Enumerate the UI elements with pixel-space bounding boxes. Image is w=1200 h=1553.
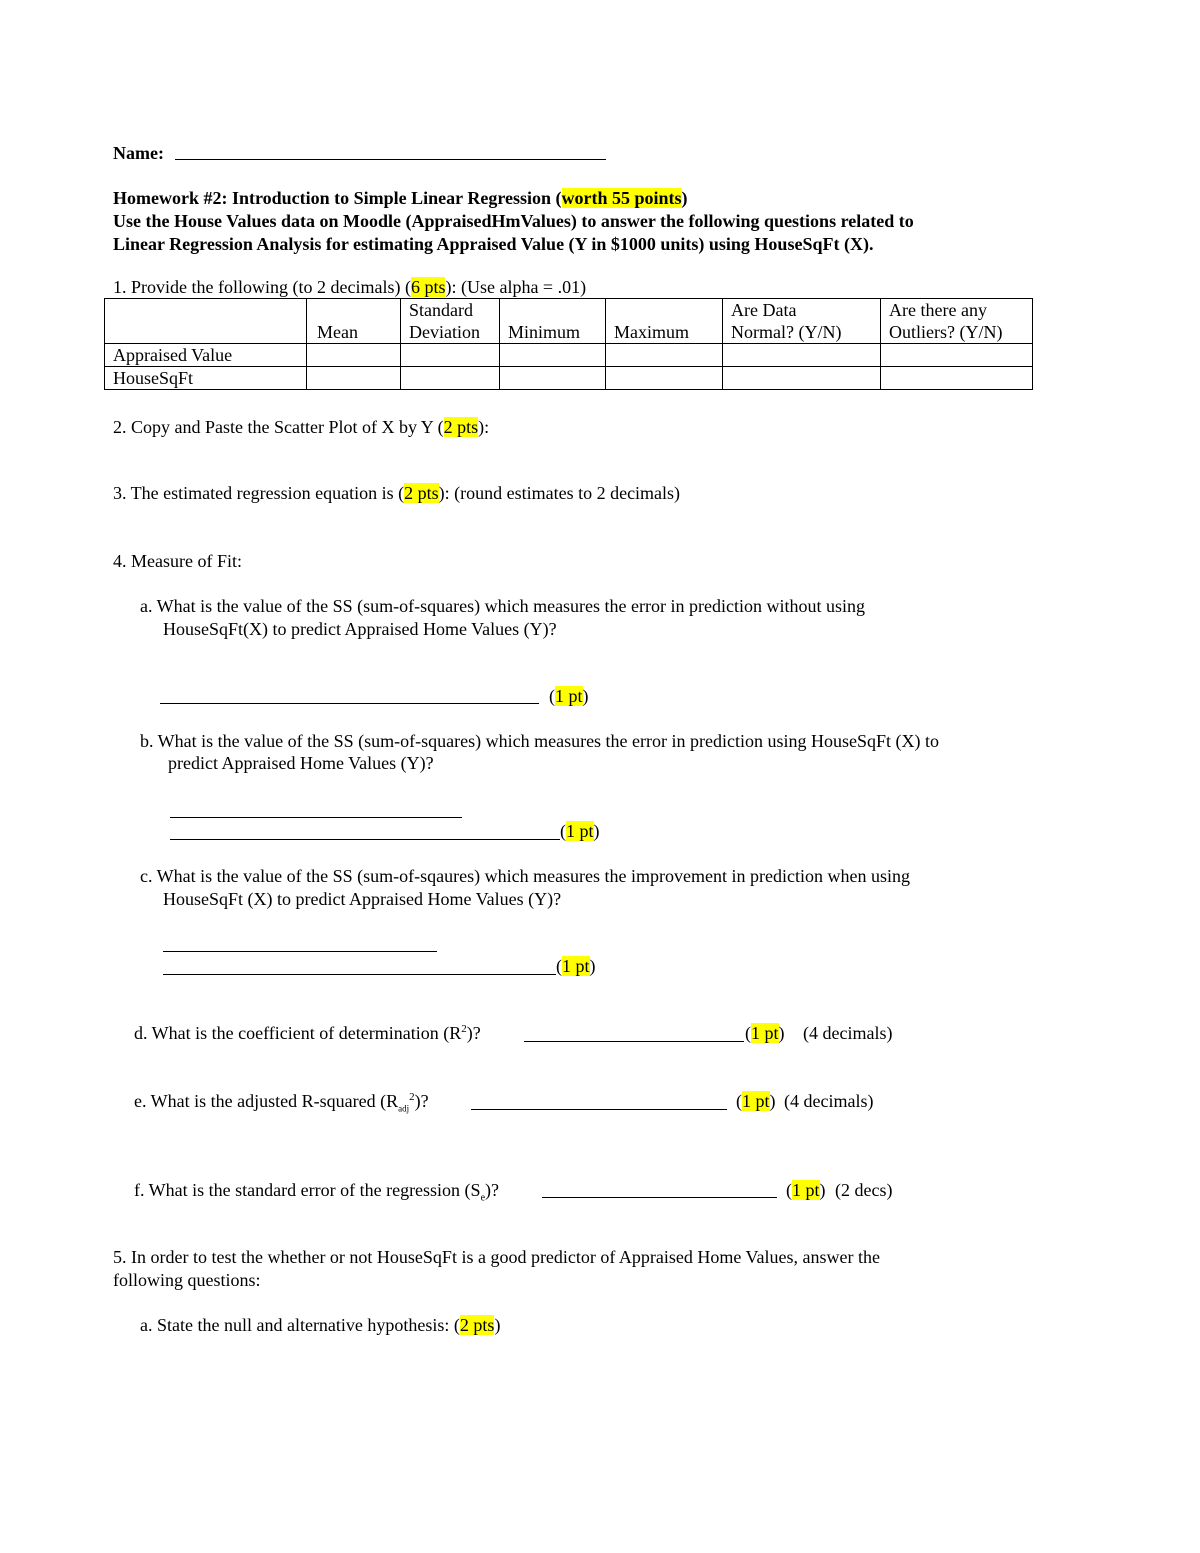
header-mean-line2: Mean bbox=[317, 322, 358, 342]
q4c-points bbox=[556, 955, 596, 977]
instructions-line-2: Linear Regression Analysis for estimating Appraised Value (Y in $1000 units) using HouseSqFt (X). bbox=[113, 234, 874, 254]
q3-prompt bbox=[113, 482, 680, 504]
q4a-line-2: HouseSqFt(X) to predict Appraised Home Values (Y)? bbox=[163, 619, 557, 639]
q4f-sub: e bbox=[480, 1192, 486, 1204]
q4a-close: ) bbox=[582, 686, 589, 706]
q4b-pts: 1 pt bbox=[566, 821, 594, 841]
q4d-close: ) bbox=[778, 1023, 785, 1043]
q4f-pts: 1 pt bbox=[792, 1180, 820, 1200]
q4b-line-1: b. What is the value of the SS (sum-of-squares) which measures the error in prediction using HouseSqFt (X) to bbox=[140, 731, 940, 751]
q4a-line-1: a. What is the value of the SS (sum-of-squares) which measures the error in prediction without using bbox=[140, 596, 865, 616]
q4c-pts: 1 pt bbox=[562, 956, 590, 976]
header-max-line2: Maximum bbox=[614, 322, 689, 342]
q4e-pts: 1 pt bbox=[742, 1091, 770, 1111]
q3-points: 2 pts bbox=[404, 483, 439, 503]
name-label: Name: bbox=[113, 143, 164, 163]
q4f-suffix: )? bbox=[485, 1180, 499, 1200]
q4e-points bbox=[736, 1090, 776, 1112]
header-outliers-line2: Outliers? (Y/N) bbox=[889, 322, 1003, 342]
q4b-answer-field-2[interactable] bbox=[170, 839, 560, 840]
q4e-prefix: e. What is the adjusted R-squared (R bbox=[134, 1091, 399, 1111]
row-label: Appraised Value bbox=[105, 344, 307, 367]
title-points: worth 55 points bbox=[561, 188, 682, 208]
header-min-line2: Minimum bbox=[508, 322, 581, 342]
header-normal-line1: Are Data bbox=[731, 300, 797, 320]
q4d-note: (4 decimals) bbox=[803, 1023, 893, 1043]
q4c-close: ) bbox=[589, 956, 596, 976]
q4c-line-1: c. What is the value of the SS (sum-of-sqaures) which measures the improvement in prediction when using bbox=[140, 866, 910, 886]
q4d-prefix: d. What is the coefficient of determination (R bbox=[134, 1023, 462, 1043]
row-label: HouseSqFt bbox=[105, 367, 307, 390]
q5-line-2: following questions: bbox=[113, 1270, 261, 1290]
q1-prefix: 1. Provide the following (to 2 decimals) ( bbox=[113, 277, 411, 297]
table-cell-input[interactable] bbox=[606, 344, 723, 367]
q4b-line-2: predict Appraised Home Values (Y)? bbox=[168, 753, 434, 773]
q4a-answer-field[interactable] bbox=[160, 703, 539, 704]
q3-prefix: 3. The estimated regression equation is ( bbox=[113, 483, 405, 503]
q4a-points bbox=[549, 685, 589, 707]
q4f-answer-field[interactable] bbox=[542, 1197, 777, 1198]
table-cell-input[interactable] bbox=[307, 344, 401, 367]
table-cell-input[interactable] bbox=[307, 367, 401, 390]
q4b-answer-field-1[interactable] bbox=[170, 817, 462, 818]
q4a-open: ( bbox=[549, 686, 555, 706]
q5-line-1: 5. In order to test the whether or not HouseSqFt is a good predictor of Appraised Home Values, answer the bbox=[113, 1247, 881, 1267]
table-cell-input[interactable] bbox=[401, 344, 500, 367]
q4f-prefix: f. What is the standard error of the regression (S bbox=[134, 1180, 481, 1200]
q5a-pts: 2 pts bbox=[459, 1315, 495, 1335]
q4e-sup: 2 bbox=[409, 1091, 415, 1103]
table-cell-input[interactable] bbox=[500, 367, 606, 390]
q5a-prefix: a. State the null and alternative hypothesis: ( bbox=[140, 1315, 460, 1335]
q4d-points bbox=[745, 1022, 785, 1044]
q4d-answer-field[interactable] bbox=[524, 1041, 744, 1042]
q4b-close: ) bbox=[593, 821, 600, 841]
table-cell-input[interactable] bbox=[401, 367, 500, 390]
q4a-pts: 1 pt bbox=[555, 686, 583, 706]
header-maximum bbox=[606, 299, 723, 344]
table-cell-input[interactable] bbox=[723, 367, 881, 390]
q4c-open: ( bbox=[556, 956, 562, 976]
q4c-answer-field-1[interactable] bbox=[163, 951, 437, 952]
q4c-line-2: HouseSqFt (X) to predict Appraised Home Values (Y)? bbox=[163, 889, 562, 909]
title-lead: Homework #2: Introduction to Simple Linear Regression ( bbox=[113, 188, 562, 208]
header-outliers-line1: Are there any bbox=[889, 300, 987, 320]
instructions-line-1: Use the House Values data on Moodle (AppraisedHmValues) to answer the following questions related to bbox=[113, 211, 914, 231]
q4d-sup: 2 bbox=[461, 1023, 467, 1035]
header-outliers bbox=[881, 299, 1033, 344]
title-tail: ) bbox=[681, 188, 688, 208]
q4f-note: (2 decs) bbox=[835, 1180, 893, 1200]
q4d-suffix: )? bbox=[466, 1023, 481, 1043]
q1-suffix: ): (Use alpha = .01) bbox=[445, 277, 587, 297]
table-row bbox=[105, 344, 1033, 367]
header-normal bbox=[723, 299, 881, 344]
table-cell-input[interactable] bbox=[723, 344, 881, 367]
q3-suffix: ): (round estimates to 2 decimals) bbox=[438, 483, 681, 503]
q4f-prompt bbox=[134, 1179, 499, 1204]
q4d-prompt bbox=[134, 1022, 481, 1044]
q4e-note: (4 decimals) bbox=[784, 1091, 874, 1111]
q1-points: 6 pts bbox=[410, 277, 446, 297]
q4f-close: ) bbox=[819, 1180, 826, 1200]
q4e-close: ) bbox=[769, 1091, 776, 1111]
table-header-row bbox=[105, 299, 1033, 344]
q5a-suffix: ) bbox=[494, 1315, 501, 1335]
q4b-open: ( bbox=[560, 821, 566, 841]
q2-prefix: 2. Copy and Paste the Scatter Plot of X by Y ( bbox=[113, 417, 444, 437]
q4e-answer-field[interactable] bbox=[471, 1109, 727, 1110]
q2-points: 2 pts bbox=[443, 417, 479, 437]
header-normal-line2: Normal? (Y/N) bbox=[731, 322, 842, 342]
header-mean bbox=[307, 299, 401, 344]
stats-table bbox=[104, 298, 1033, 390]
homework-title bbox=[113, 187, 688, 209]
table-cell-input[interactable] bbox=[881, 367, 1033, 390]
q4e-sub: adj bbox=[398, 1103, 410, 1114]
q4-title: 4. Measure of Fit: bbox=[113, 551, 242, 571]
q2-prompt bbox=[113, 416, 489, 438]
q5a-prompt bbox=[140, 1314, 500, 1336]
header-cell-blank bbox=[105, 299, 307, 344]
table-cell-input[interactable] bbox=[500, 344, 606, 367]
q4b-points bbox=[560, 820, 600, 842]
header-minimum bbox=[500, 299, 606, 344]
header-std-line1: Standard bbox=[409, 300, 473, 320]
table-row bbox=[105, 367, 1033, 390]
q4e-prompt bbox=[134, 1090, 429, 1112]
q2-suffix: ): bbox=[478, 417, 490, 437]
header-std-dev bbox=[401, 299, 500, 344]
name-field[interactable] bbox=[175, 159, 606, 160]
q4c-answer-field-2[interactable] bbox=[163, 974, 556, 975]
table-cell-input[interactable] bbox=[606, 367, 723, 390]
q4e-open: ( bbox=[736, 1091, 742, 1111]
q1-prompt bbox=[113, 276, 586, 298]
q4d-open: ( bbox=[745, 1023, 751, 1043]
q4f-open: ( bbox=[786, 1180, 792, 1200]
q4f-points bbox=[786, 1179, 826, 1201]
q4d-pts: 1 pt bbox=[751, 1023, 779, 1043]
header-std-line2: Deviation bbox=[409, 322, 480, 342]
table-cell-input[interactable] bbox=[881, 344, 1033, 367]
q4e-suffix: )? bbox=[414, 1091, 429, 1111]
